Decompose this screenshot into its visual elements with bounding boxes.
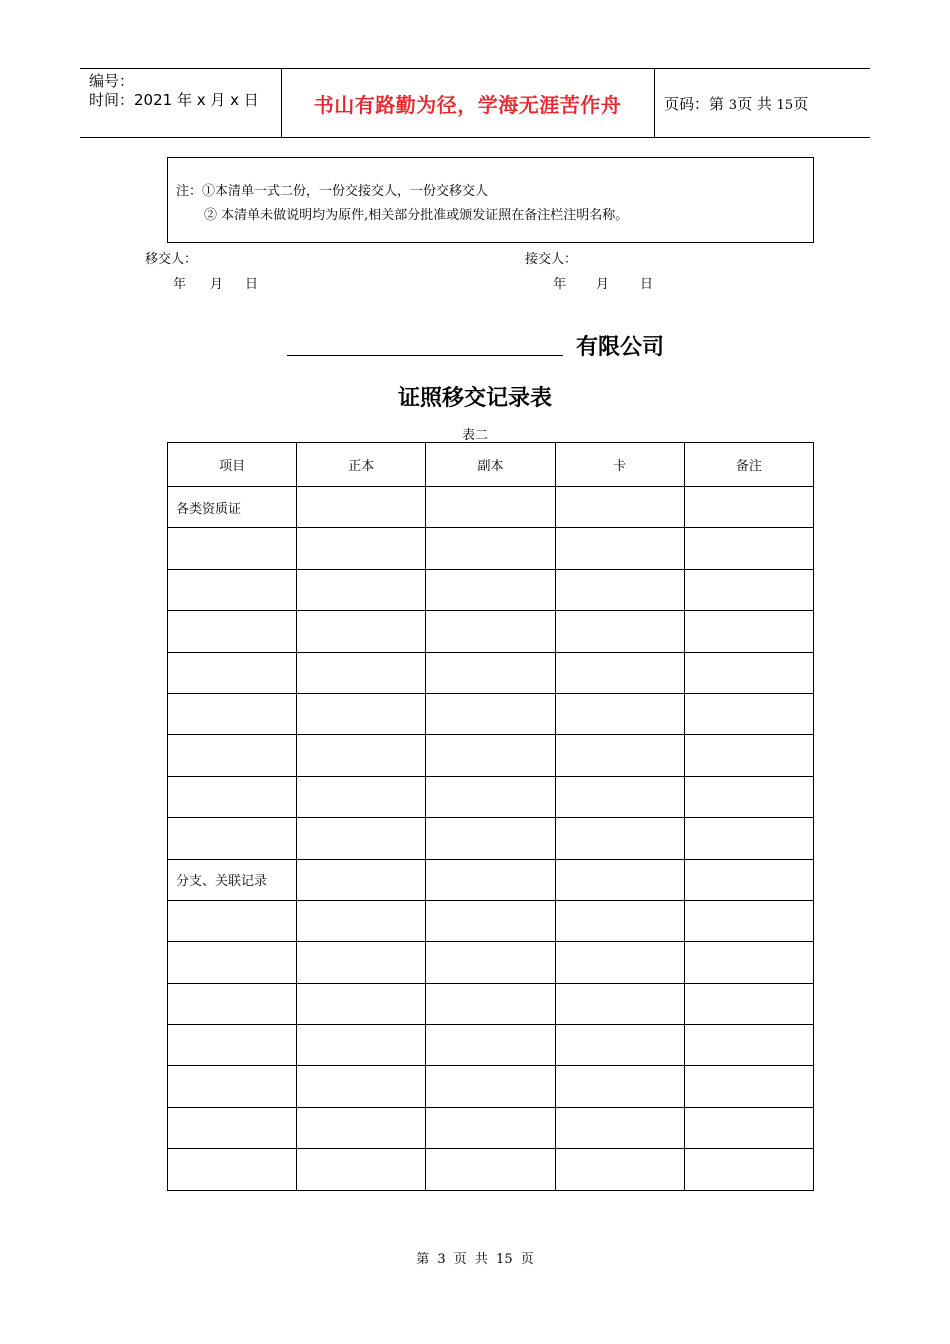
row-label-cell	[168, 1149, 297, 1190]
note-line-2: ② 本清单未做说明均为原件,相关部分批准或颁发证照在备注栏注明名称。	[204, 208, 629, 223]
row-label-cell	[168, 569, 297, 610]
table-cell[interactable]	[684, 942, 813, 983]
table-header-row	[168, 443, 814, 487]
table-cell[interactable]	[297, 818, 426, 859]
table-cell[interactable]	[297, 859, 426, 900]
time-label: 时间：2021 年 x 月 x 日	[89, 91, 259, 109]
table-row	[168, 693, 814, 734]
table-cell[interactable]	[684, 693, 813, 734]
row-label-cell	[168, 983, 297, 1024]
column-header: 卡	[555, 443, 684, 487]
table-cell[interactable]	[297, 693, 426, 734]
table-cell[interactable]	[555, 611, 684, 652]
table-row	[168, 528, 814, 569]
table-cell[interactable]	[684, 652, 813, 693]
table-cell[interactable]	[297, 611, 426, 652]
table-row	[168, 983, 814, 1024]
table-cell[interactable]	[426, 983, 555, 1024]
column-header: 副本	[426, 443, 555, 487]
table-cell[interactable]	[297, 487, 426, 528]
row-label-cell	[168, 528, 297, 569]
note-line-1: 注：①本清单一式二份，一份交接交人，一份交移交人	[176, 184, 489, 199]
table-cell[interactable]	[426, 859, 555, 900]
table-cell[interactable]	[684, 569, 813, 610]
table-cell[interactable]	[555, 1066, 684, 1107]
table-cell[interactable]	[555, 1149, 684, 1190]
record-table	[167, 442, 814, 1191]
day-label: 日	[640, 277, 654, 292]
page-suffix: 页	[793, 95, 809, 113]
table-cell[interactable]	[555, 776, 684, 817]
table-row	[168, 776, 814, 817]
document-title: 证照移交记录表	[397, 386, 552, 411]
table-row	[168, 487, 814, 528]
table-cell[interactable]	[426, 611, 555, 652]
table-cell[interactable]	[684, 1025, 813, 1066]
row-label-cell	[168, 735, 297, 776]
table-cell[interactable]	[426, 1066, 555, 1107]
table-row	[168, 652, 814, 693]
page-mid: 页 共	[737, 95, 772, 113]
table-cell[interactable]	[426, 652, 555, 693]
page-current: 3	[728, 98, 738, 113]
table-cell[interactable]	[684, 528, 813, 569]
row-label-cell	[168, 818, 297, 859]
table-cell[interactable]	[684, 1107, 813, 1148]
table-cell[interactable]	[555, 693, 684, 734]
note-box	[167, 157, 814, 243]
table-row	[168, 611, 814, 652]
table-row	[168, 735, 814, 776]
table-cell[interactable]	[684, 983, 813, 1024]
row-label-cell	[168, 611, 297, 652]
column-header: 正本	[297, 443, 426, 487]
table-cell[interactable]	[555, 859, 684, 900]
table-row	[168, 1107, 814, 1148]
table-cell[interactable]	[555, 1107, 684, 1148]
table-cell[interactable]	[297, 528, 426, 569]
row-label-cell	[168, 942, 297, 983]
table-cell[interactable]	[297, 735, 426, 776]
month-label: 月	[596, 277, 610, 292]
row-label-cell	[168, 1107, 297, 1148]
table-cell[interactable]	[426, 1107, 555, 1148]
table-row	[168, 569, 814, 610]
header-page-number	[664, 93, 808, 114]
receiver-label: 接交人：	[525, 252, 578, 267]
table-row	[168, 1025, 814, 1066]
row-label-cell: 各类资质证	[168, 487, 297, 528]
row-label-cell	[168, 652, 297, 693]
table-cell[interactable]	[555, 818, 684, 859]
header-divider	[654, 69, 655, 137]
table-cell[interactable]	[555, 487, 684, 528]
table-row	[168, 942, 814, 983]
company-blank-line	[287, 355, 563, 356]
year-label: 年	[553, 277, 567, 292]
table-cell[interactable]	[297, 1107, 426, 1148]
table-row	[168, 1149, 814, 1190]
table-cell[interactable]	[684, 735, 813, 776]
table-row	[168, 900, 814, 941]
table-cell[interactable]	[684, 859, 813, 900]
table-cell[interactable]	[684, 487, 813, 528]
table-cell[interactable]	[426, 900, 555, 941]
table-cell[interactable]	[426, 735, 555, 776]
receiver-date	[553, 273, 663, 291]
table-cell[interactable]	[555, 569, 684, 610]
table-cell[interactable]	[684, 818, 813, 859]
header-motto: 书山有路勤为径，学海无涯苦作舟	[313, 92, 622, 117]
table-cell[interactable]	[555, 735, 684, 776]
table-cell[interactable]	[297, 942, 426, 983]
row-label-cell	[168, 900, 297, 941]
table-cell[interactable]	[426, 693, 555, 734]
table-cell[interactable]	[684, 776, 813, 817]
page-header	[80, 68, 870, 138]
transferor-label: 移交人：	[145, 252, 198, 267]
table-cell[interactable]	[297, 1066, 426, 1107]
row-label-cell: 分支、关联记录	[168, 859, 297, 900]
table-cell[interactable]	[426, 942, 555, 983]
transferor-date	[173, 273, 273, 291]
table-cell[interactable]	[426, 1149, 555, 1190]
page-prefix: 页码：第	[664, 95, 725, 113]
table-subtitle: 表二	[461, 428, 488, 443]
table-cell[interactable]	[555, 942, 684, 983]
page-total: 15	[776, 98, 794, 113]
table-cell[interactable]	[297, 900, 426, 941]
table-cell[interactable]	[684, 900, 813, 941]
table-cell[interactable]	[555, 900, 684, 941]
table-cell[interactable]	[684, 611, 813, 652]
row-label-cell	[168, 1066, 297, 1107]
table-cell[interactable]	[426, 1025, 555, 1066]
table-cell[interactable]	[297, 652, 426, 693]
table-cell[interactable]	[684, 1066, 813, 1107]
row-label-cell	[168, 776, 297, 817]
table-cell[interactable]	[426, 487, 555, 528]
table-cell[interactable]	[426, 569, 555, 610]
table-row	[168, 818, 814, 859]
table-cell[interactable]	[426, 776, 555, 817]
table-cell[interactable]	[555, 1025, 684, 1066]
table-cell[interactable]	[555, 652, 684, 693]
table-row	[168, 1066, 814, 1107]
table-cell[interactable]	[297, 1149, 426, 1190]
table-row	[168, 859, 814, 900]
day-label: 日	[245, 277, 259, 292]
table-cell[interactable]	[297, 983, 426, 1024]
table-cell[interactable]	[297, 569, 426, 610]
year-label: 年	[173, 277, 187, 292]
table-cell[interactable]	[297, 1025, 426, 1066]
column-header: 项目	[168, 443, 297, 487]
column-header: 备注	[684, 443, 813, 487]
company-suffix: 有限公司	[576, 335, 665, 360]
table-cell[interactable]	[555, 983, 684, 1024]
row-label-cell	[168, 693, 297, 734]
table-body	[168, 487, 814, 1191]
company-name	[287, 330, 687, 360]
table-cell[interactable]	[297, 776, 426, 817]
row-label-cell	[168, 1025, 297, 1066]
table-cell[interactable]	[684, 1149, 813, 1190]
table-cell[interactable]	[555, 528, 684, 569]
header-meta	[89, 72, 259, 110]
serial-label: 编号：	[89, 72, 135, 90]
table-cell[interactable]	[426, 818, 555, 859]
table-cell[interactable]	[426, 528, 555, 569]
page-footer: 第 3 页 共 15 页	[416, 1252, 534, 1267]
month-label: 月	[210, 277, 224, 292]
